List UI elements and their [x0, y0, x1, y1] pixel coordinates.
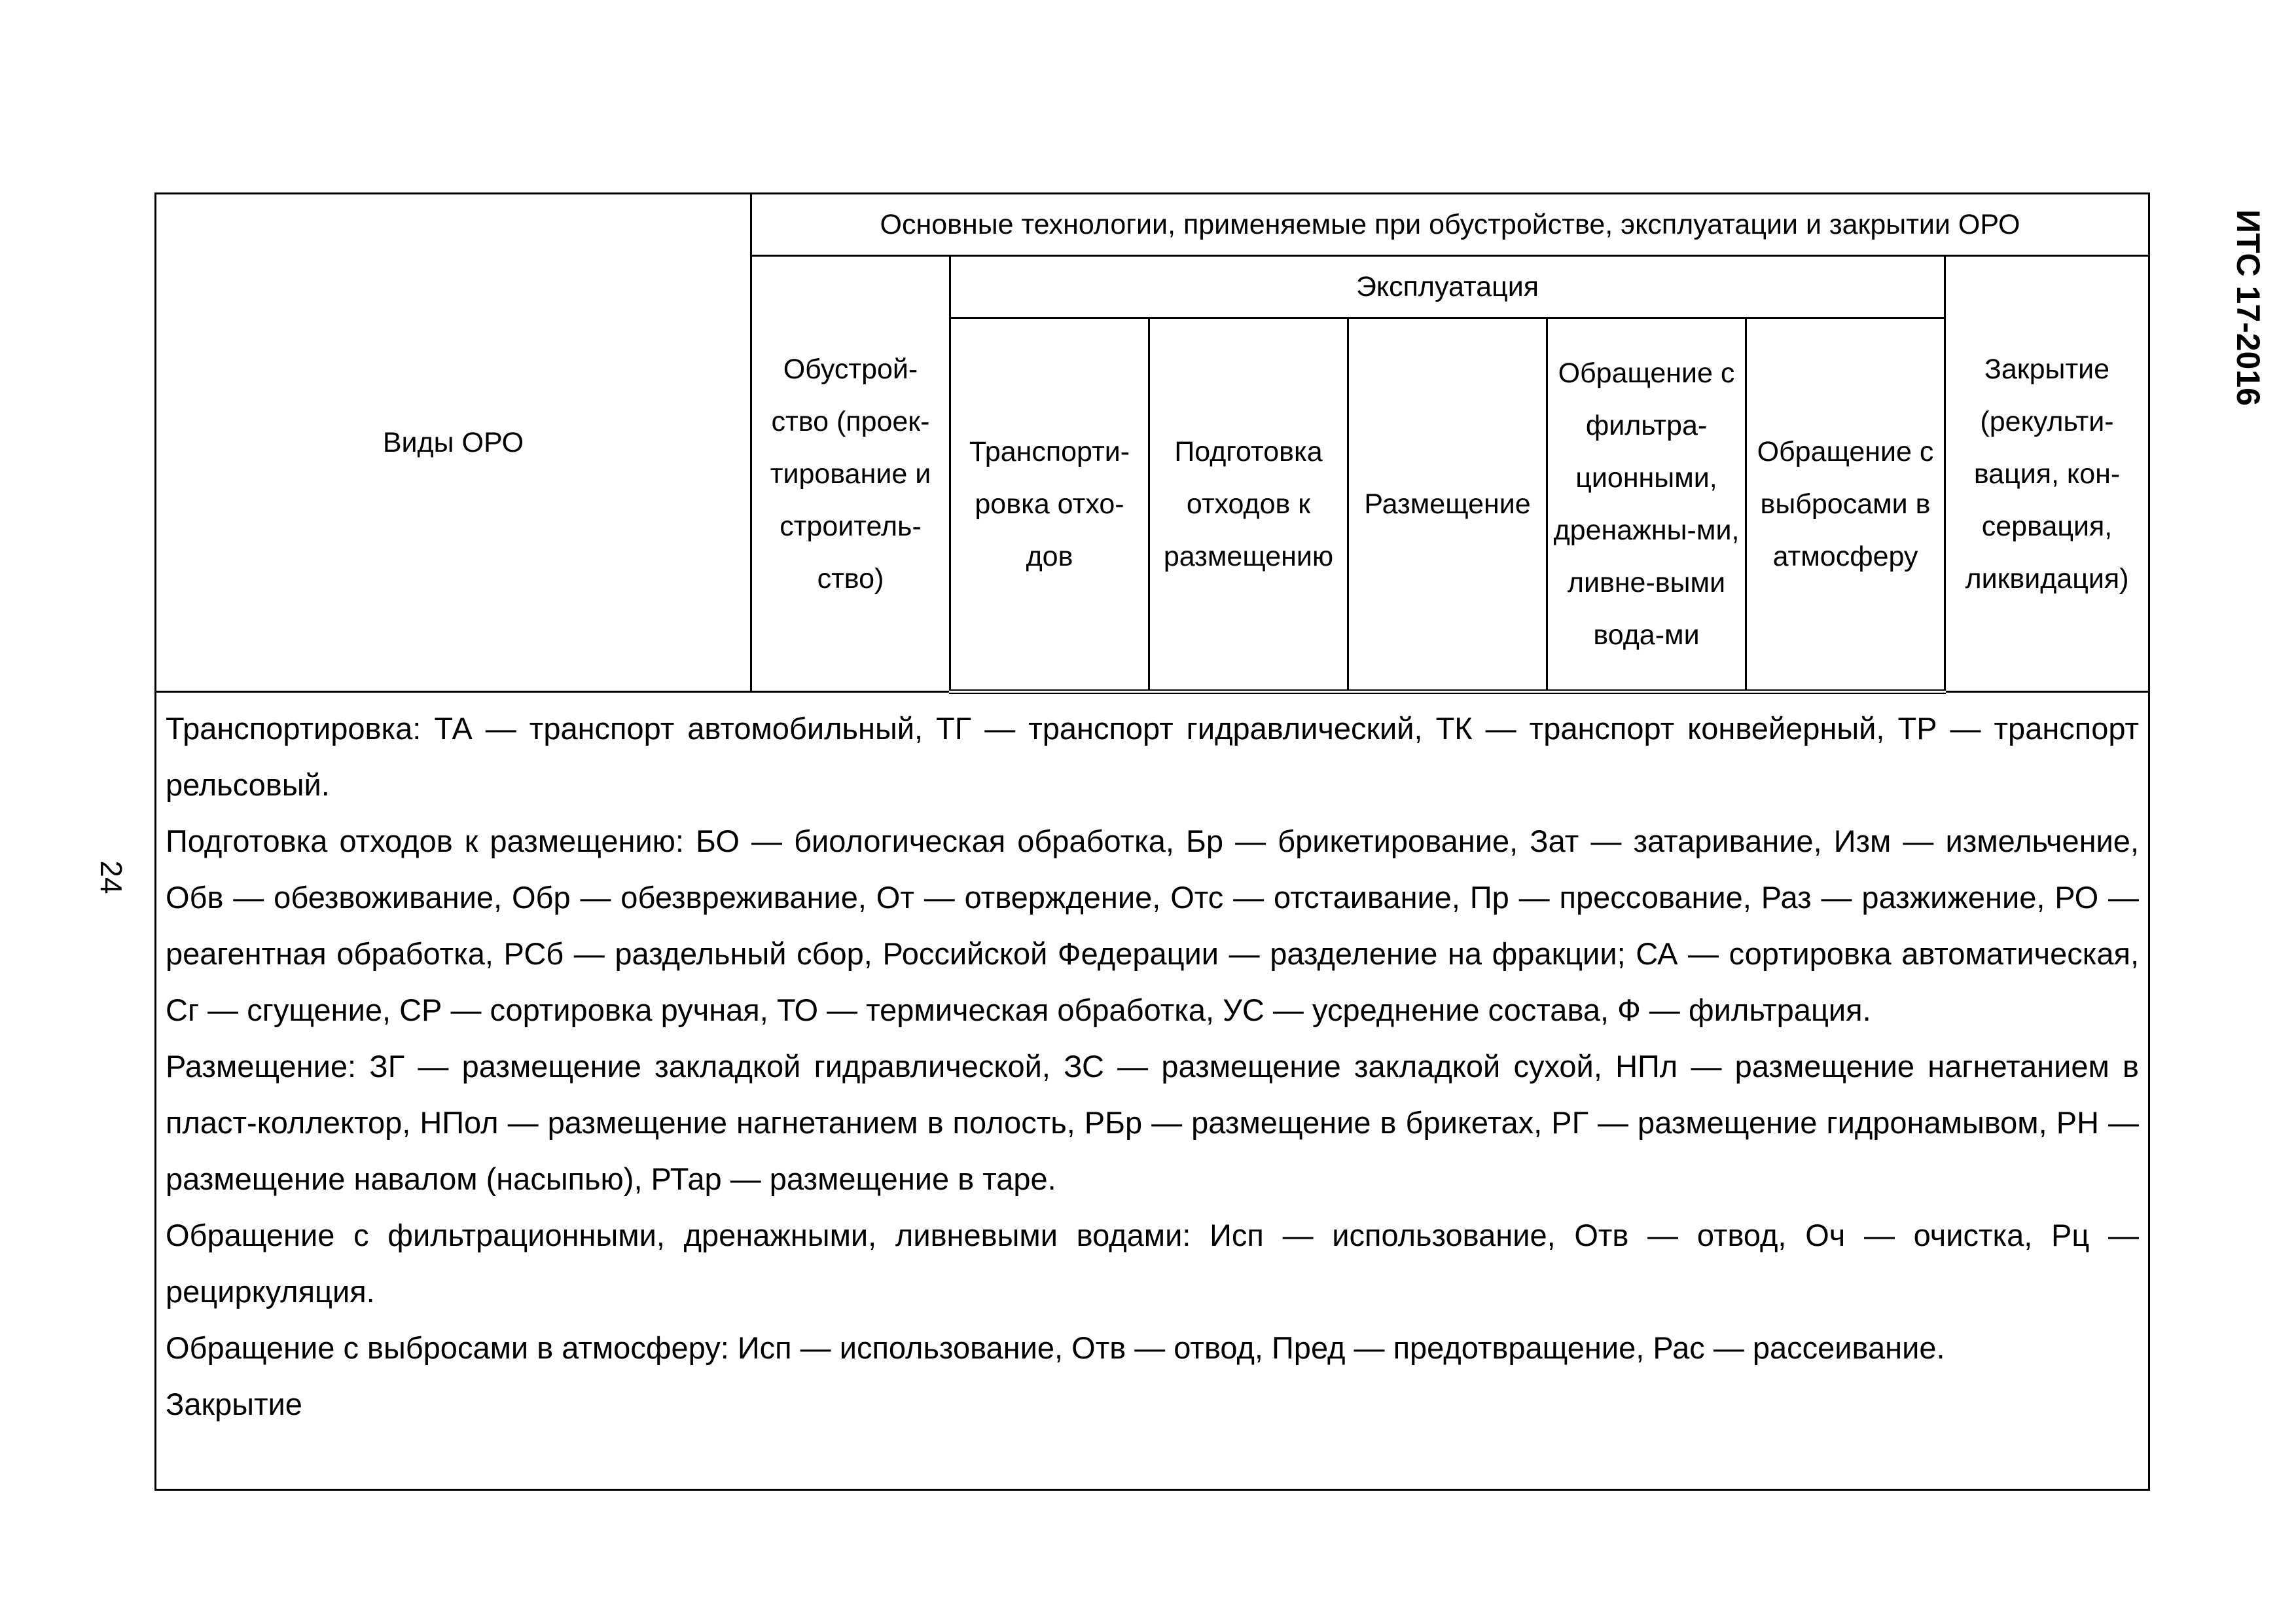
col-header-razmeshchenie: Размещение	[1348, 318, 1547, 692]
page-number	[92, 851, 131, 903]
oro-technology-table	[154, 192, 2150, 1491]
col-header-vidy-oro: Виды ОРО	[156, 194, 751, 692]
page-number-text: 24	[94, 860, 128, 894]
legend-razmeshchenie: Размещение: ЗГ — размещение закладкой гидравлической, ЗС — размещение закладкой сухой, НПл — размещение нагнетанием в пласт-коллектор, НПол — размещение нагнетанием в полость, РБр — размещение в брикетах, РГ — размещение гидронамывом, РН — размещение навалом (насыпью), РТар — размещение в таре.	[166, 1049, 2140, 1196]
legend-transport: Транспортировка: ТА — транспорт автомобильный, ТГ — транспорт гидравлический, ТК — транспорт конвейерный, ТР — транспорт рельсовый.	[166, 711, 2140, 802]
col-header-obustroystvo: Обустрой-ство (проек-тирование и строитель-ство)	[751, 256, 950, 692]
header-main-technologies: Основные технологии, применяемые при обустройстве, эксплуатации и закрытии ОРО	[751, 194, 2149, 256]
legend-podgotovka: Подготовка отходов к размещению: БО — биологическая обработка, Бр — брикетирование, Зат — затаривание, Изм — измельчение, Обв — обезвоживание, Обр — обезвреживание, От — отверждение, Отс — отстаивание, Пр — прессование, Раз — разжижение, РО — реагентная обработка, РСб — раздельный сбор, Российской Федерации — разделение на фракции; СА — сортировка автоматическая, Сг — сгущение, СР — сортировка ручная, ТО — термическая обработка, УС — усреднение состава, Ф — фильтрация.	[166, 824, 2140, 1027]
legend-vybrosy: Обращение с выбросами в атмосферу: Исп — использование, Отв — отвод, Пред — предотвращение, Рас — рассеивание.	[166, 1330, 1945, 1365]
legend-filtr: Обращение с фильтрационными, дренажными, ливневыми водами: Исп — использование, Отв — отвод, Оч — очистка, Рц — рециркуляция.	[166, 1218, 2140, 1309]
legend-row	[156, 692, 2149, 1490]
legend-cell	[156, 692, 2149, 1490]
col-header-podgotovka: Подготовка отходов к размещению	[1149, 318, 1348, 692]
col-header-zakrytie: Закрытие (рекульти-вация, кон-сервация, ликвидация)	[1945, 256, 2149, 692]
header-row-technologies	[156, 194, 2149, 256]
col-header-filtr: Обращение с фильтра-ционными, дренажны-ми, ливне-выми вода-ми	[1547, 318, 1746, 692]
legend-zakrytie: Закрытие	[166, 1387, 302, 1421]
header-exploitation: Эксплуатация	[950, 256, 1945, 318]
col-header-vybrosy: Обращение с выбросами в атмосферу	[1746, 318, 1945, 692]
document-code-text: ИТС 17-2016	[2230, 210, 2267, 406]
document-code	[2232, 196, 2265, 419]
col-header-transport: Транспорти-ровка отхо-дов	[950, 318, 1149, 692]
